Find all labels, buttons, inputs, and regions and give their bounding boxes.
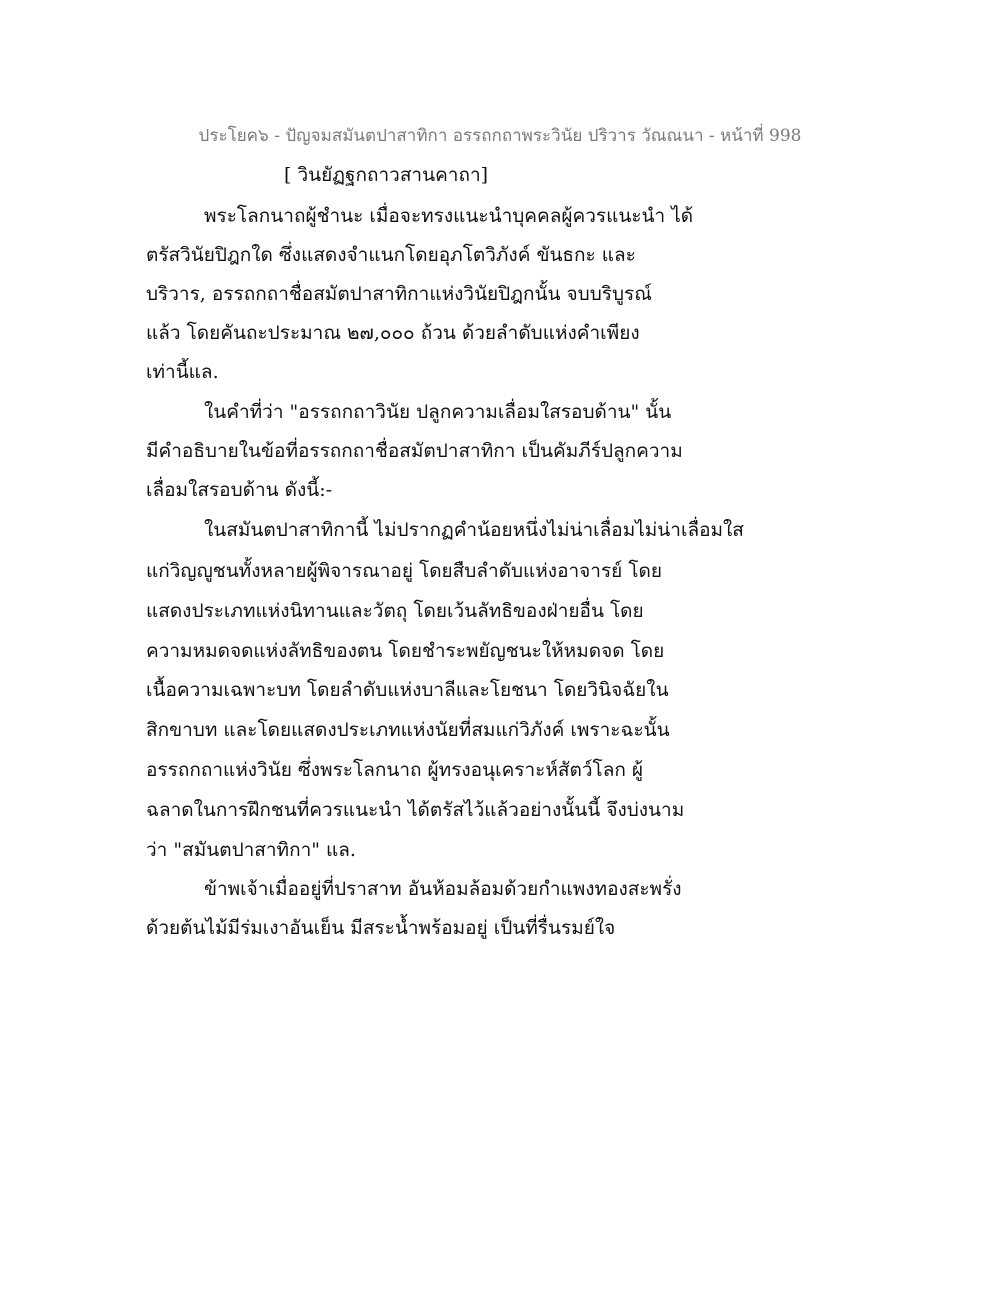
body-line-7: มีคำอธิบายในข้อที่อรรถกถาชื่อสมัตปาสาทิกา เป็นคัมภีร์ปลูกความ bbox=[146, 440, 683, 462]
body-line-3: บริวาร, อรรถกถาชื่อสมัตปาสาทิกาแห่งวินัยปิฎกนั้น จบบริบูรณ์ bbox=[146, 283, 652, 305]
body-line-16: ฉลาดในการฝึกชนที่ควรแนะนำ ได้ตรัสไว้แล้วอย่างนั้นนี้ จึงบ่งนาม bbox=[146, 799, 685, 821]
body-line-15: อรรถกถาแห่งวินัย ซึ่งพระโลกนาถ ผู้ทรงอนุเคราะห์สัตว์โลก ผู้ bbox=[146, 759, 644, 781]
body-line-8: เลื่อมใสรอบด้าน ดังนี้:- bbox=[146, 479, 333, 501]
body-line-19: ด้วยต้นไม้มีร่มเงาอันเย็น มีสระน้ำพร้อมอยู่ เป็นที่รื่นรมย์ใจ bbox=[146, 917, 616, 939]
body-line-5: เท่านี้แล. bbox=[146, 361, 219, 383]
body-line-11: แสดงประเภทแห่งนิทานและวัตถุ โดยเว้นลัทธิของฝ่ายอื่น โดย bbox=[146, 600, 644, 622]
body-line-10: แก่วิญญูชนทั้งหลายผู้พิจารณาอยู่ โดยสืบลำดับแห่งอาจารย์ โดย bbox=[146, 560, 663, 582]
body-line-18: ข้าพเจ้าเมื่ออยู่ที่ปราสาท อันห้อมล้อมด้วยกำแพงทองสะพรั่ง bbox=[204, 878, 682, 900]
body-line-6: ในคำที่ว่า "อรรถกถาวินัย ปลูกความเลื่อมใสรอบด้าน" นั้น bbox=[204, 401, 672, 423]
body-line-14: สิกขาบท และโดยแสดงประเภทแห่งนัยที่สมแก่วิภังค์ เพราะฉะนั้น bbox=[146, 719, 670, 741]
body-line-17: ว่า "สมันตปาสาทิกา" แล. bbox=[146, 839, 356, 861]
body-line-1: พระโลกนาถผู้ชำนะ เมื่อจะทรงแนะนำบุคคลผู้ควรแนะนำ ได้ bbox=[204, 205, 694, 227]
running-header: ประโยค๖ - ปัญจมสมันตปาสาทิกา อรรถกถาพระวินัย ปริวาร วัณณนา - หน้าที่ 998 bbox=[198, 126, 802, 146]
body-line-4: แล้ว โดยคันถะประมาณ ๒๗,๐๐๐ ถ้วน ด้วยลำดับแห่งคำเพียง bbox=[146, 322, 640, 344]
body-line-12: ความหมดจดแห่งลัทธิของตน โดยชำระพยัญชนะให้หมดจด โดย bbox=[146, 640, 665, 662]
section-heading: [ วินยัฏฐกถาวสานคาถา] bbox=[284, 164, 489, 186]
body-line-2: ตรัสวินัยปิฎกใด ซึ่งแสดงจำแนกโดยอุภโตวิภังค์ ขันธกะ และ bbox=[146, 244, 636, 266]
body-line-9: ในสมันตปาสาทิกานี้ ไม่ปรากฏคำน้อยหนึ่งไม่น่าเลื่อมไม่น่าเลื่อมใส bbox=[204, 519, 744, 541]
body-line-13: เนื้อความเฉพาะบท โดยลำดับแห่งบาลีและโยชนา โดยวินิจฉัยใน bbox=[146, 679, 669, 701]
